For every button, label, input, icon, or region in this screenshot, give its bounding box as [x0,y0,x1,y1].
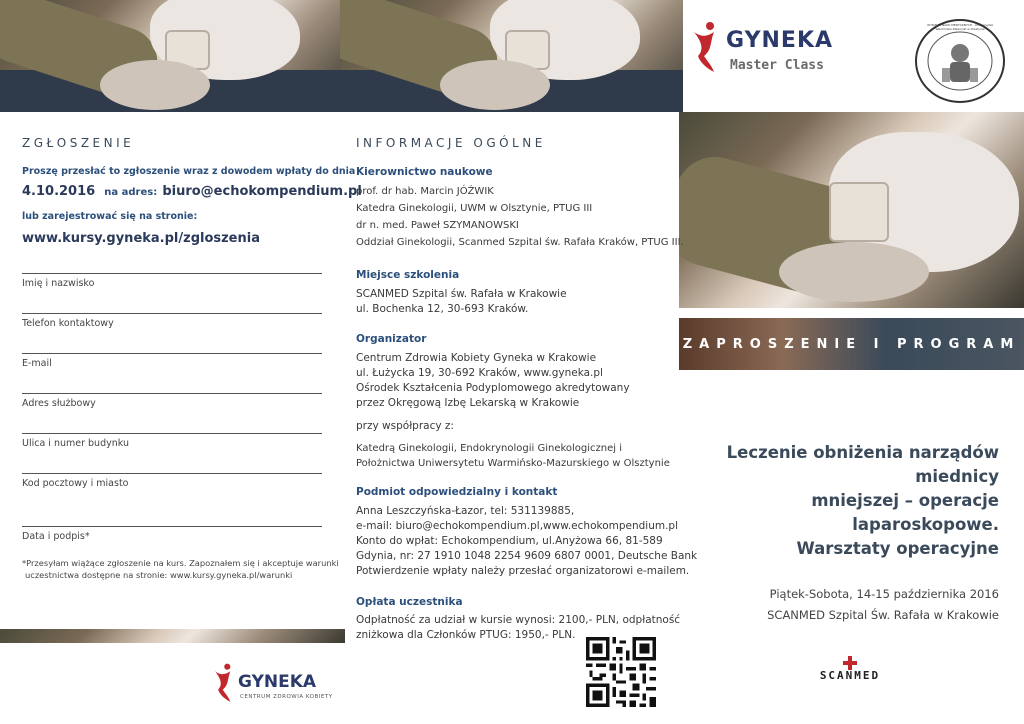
course-date: Piątek-Sobota, 14-15 października 2016 [769,587,999,601]
course-title-line: Leczenie obniżenia narządów miednicy [726,443,999,486]
registration-heading: ZGŁOSZENIE [22,136,135,150]
contact-title: Podmiot odpowiedzialny i kontakt [356,486,558,498]
terms-footnote-line2: uczestnictwa dostępne na stronie: www.kursy.gyneka.pl/warunki [25,570,293,580]
contact-line: Konto do wpłat: Echokompendium, ul.Anyżowa 66, 81-589 [356,535,663,547]
gyneka-logo-subtitle: CENTRUM ZDROWIA KOBIETY [240,694,333,700]
course-title [684,441,999,561]
contact-line: Anna Leszczyńska-Łazor, tel: 531139885, [356,505,575,517]
scanmed-logo [800,656,900,686]
field-underline [22,353,322,354]
course-title-line: Warsztaty operacyjne [796,539,999,558]
register-url-link[interactable]: www.kursy.gyneka.pl/zgloszenia [22,231,260,246]
field-label: Adres służbowy [22,398,96,409]
field-label: Telefon kontaktowy [22,318,114,329]
contact-text [356,504,697,579]
cooperation-text [356,441,670,471]
field-label: Data i podpis* [22,531,90,542]
leadership-line: Katedra Ginekologii, UWM w Olsztynie, PTUG III [356,203,593,214]
location-line: ul. Bochenka 12, 30-693 Kraków. [356,303,529,315]
leadership-line: Oddział Ginekologii, Scanmed Szpital św. Rafała Kraków, PTUG III. [356,237,684,248]
organizer-line: ul. Łużycka 19, 30-692 Kraków, www.gyneka.pl [356,367,603,379]
field-underline [22,526,322,527]
leadership-line: dr n. med. Paweł SZYMANOWSKI [356,220,519,231]
qr-code[interactable] [586,637,656,707]
fee-line: Odpłatność za udział w kursie wynosi: 2100,- PLN, odpłatność [356,614,681,626]
contact-line: e-mail: biuro@echokompendium.pl,www.echokompendium.pl [356,520,679,532]
scientific-leadership-title: Kierownictwo naukowe [356,166,493,178]
header-photo-left [0,0,340,112]
organizer-text [356,351,630,411]
leadership-line: prof. dr hab. Marcin JÓŹWIK [356,186,494,197]
organizer-line: przez Okręgową Izbę Lekarską w Krakowie [356,397,580,409]
gyneka-figure-icon [212,660,238,704]
terms-footnote-line1: *Przesyłam wiążące zgłoszenie na kurs. Zapoznałem się i akceptuje warunki [22,558,339,568]
training-location-text [356,287,567,317]
contact-line: Gdynia, nr: 27 1910 1048 2254 9609 6807 0001, Deutsche Bank [356,550,698,562]
register-online-label: lub zarejestrować się na stronie: [22,211,198,222]
deadline-line [22,180,362,199]
terms-footnote [22,557,339,581]
field-label: Ulica i numer budynku [22,438,129,449]
fee-line: zniżkowa dla Członków PTUG: 1950,- PLN. [356,629,576,641]
form-field-phone[interactable] [22,313,322,329]
deadline-date: 4.10.2016 [22,184,96,199]
field-underline [22,273,322,274]
location-line: SCANMED Szpital św. Rafała w Krakowie [356,288,567,300]
course-title-line: mniejszej – operacje laparoskopowe. [811,491,999,534]
organizer-line: Centrum Zdrowia Kobiety Gyneka w Krakowie [356,352,597,364]
gyneka-figure-icon [690,20,724,72]
gyneka-centrum-logo [212,660,332,708]
field-underline [22,473,322,474]
gyneka-logo-word: GYNEKA [238,672,317,692]
course-venue: SCANMED Szpital Św. Rafała w Krakowie [767,608,999,622]
footer-photo-strip [0,629,345,643]
form-field-name[interactable] [22,273,322,289]
invitation-banner [679,318,1024,370]
general-info-heading: INFORMACJE OGÓLNE [356,136,546,150]
cooperation-line: Katedrą Ginekologii, Endokrynologii Ginekologicznej i [356,443,623,454]
registration-instruction: Proszę przesłać to zgłoszenie wraz z dowodem wpłaty do dnia [22,166,356,177]
university-seal [912,18,1008,104]
organizer-title: Organizator [356,333,427,345]
training-location-title: Miejsce szkolenia [356,269,460,281]
header-photo-middle [340,0,683,112]
organizer-line: Ośrodek Kształcenia Podyplomowego akredytowany [356,382,630,394]
field-underline [22,433,322,434]
form-field-date-signature[interactable] [22,526,322,542]
form-field-work-address[interactable] [22,393,322,409]
seal-caption: WYDZIAŁ NAUK MEDYCZNYCH · Uniwersytet Warmińsko-Mazurski w Olsztynie [927,24,993,31]
master-class-label: Master Class [730,58,824,73]
registration-email[interactable]: biuro@echokompendium.pl [162,184,362,199]
field-underline [22,313,322,314]
scanmed-logo-word: SCANMED [819,669,881,682]
form-field-street[interactable] [22,433,322,449]
invitation-banner-text: ZAPROSZENIE I PROGRAM [682,336,1021,352]
contact-line: Potwierdzenie wpłaty należy przesłać organizatorowi e-mailem. [356,565,690,577]
field-label: Kod pocztowy i miasto [22,478,129,489]
gyneka-master-class-logo [690,20,840,80]
field-underline [22,393,322,394]
field-label: E-mail [22,358,52,369]
fee-title: Opłata uczestnika [356,596,463,608]
scientific-leadership-text [356,183,684,251]
na-adres-label: na adres: [104,187,158,198]
right-photo [679,112,1024,308]
field-label: Imię i nazwisko [22,278,95,289]
cooperation-line: Położnictwa Uniwersytetu Warmińsko-Mazurskiego w Olsztynie [356,458,670,469]
form-field-postal-city[interactable] [22,473,322,489]
scanmed-cross-icon [843,656,857,670]
cooperation-label: przy współpracy z: [356,420,454,432]
form-field-email[interactable] [22,353,322,369]
gyneka-logo-word: GYNEKA [726,28,834,53]
